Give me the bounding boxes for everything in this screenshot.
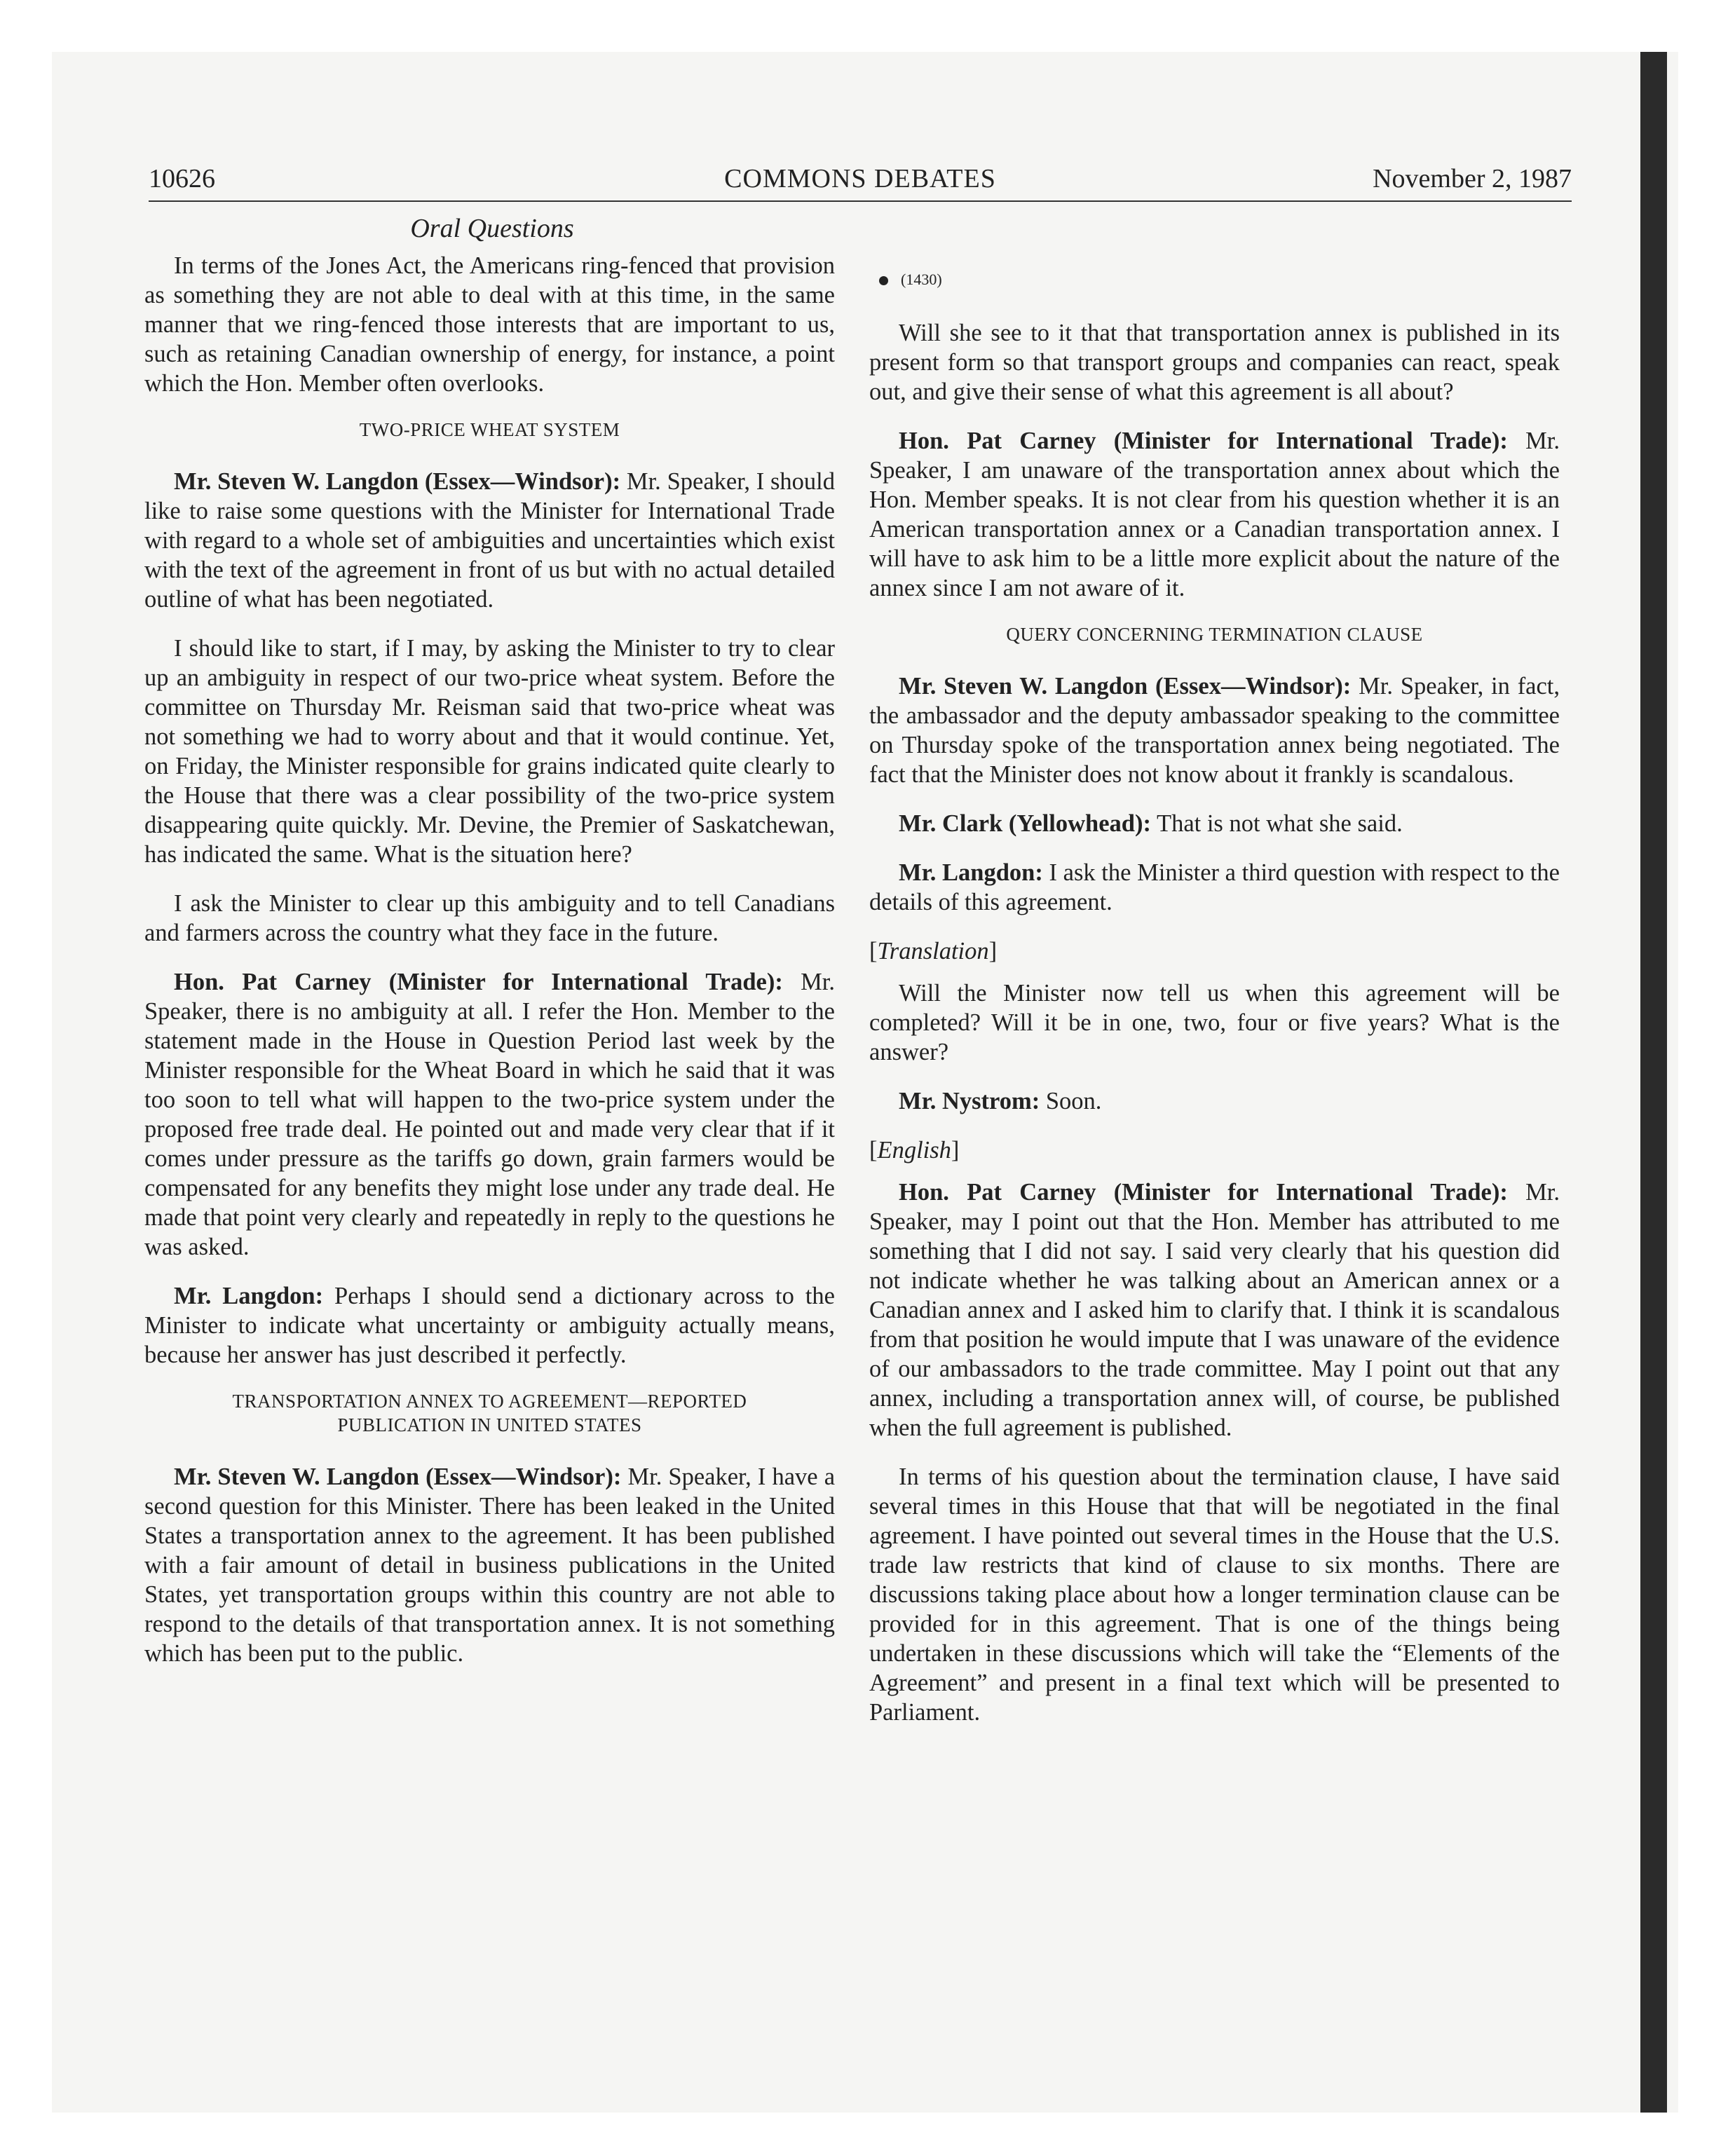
- section-label: Oral Questions: [410, 214, 574, 243]
- speech-text: Soon.: [1045, 1088, 1102, 1114]
- speech-paragraph: [869, 809, 1560, 838]
- speech-paragraph: [869, 1178, 1560, 1442]
- speaker-name: Mr. Nystrom:: [899, 1088, 1040, 1114]
- speech-text: Mr. Speaker, may I point out that the Hon. Member has attributed to me something that I did not say. I said very clearly that his question did not indicate whether he was talking about an American annex or a Canadian annex and I asked him to clarify that. I think it is scandalous from that position he would impute that I was unaware of the evidence of our ambassadors to the trade committee. May I point out that any annex, including a transportation annex will, of course, be published when the full agreement is published.: [869, 1179, 1560, 1441]
- heading-line: TRANSPORTATION ANNEX TO AGREEMENT—REPORTED: [232, 1391, 747, 1412]
- speech-text: Mr. Speaker, there is no ambiguity at all. I refer the Hon. Member to the statement made in the House in Question Period last week by the Minister responsible for the Wheat Board in which he said that it was too soon to tell what will happen to the two-price system under the proposed free trade deal. He pointed out and made very clear that if it comes under pressure as the tariffs go down, grain farmers would be compensated for any benefits they might lose under any trade deal. He made that point very clearly and repeatedly in reply to the questions he was asked.: [144, 969, 835, 1260]
- language-marker: [Translation]: [869, 938, 998, 964]
- speech-paragraph: [869, 1086, 1560, 1116]
- publication-date: November 2, 1987: [1373, 164, 1572, 193]
- section-heading: TWO-PRICE WHEAT SYSTEM: [359, 419, 620, 440]
- speech-text: I ask the Minister a third question with respect to the details of this agreement.: [869, 859, 1560, 915]
- paragraph: In terms of the Jones Act, the Americans ring-fenced that provision as something they are not able to deal with at this time, in the same manner that we ring-fenced those interests that are important to us, such as retaining Canadian ownership of energy, for instance, a point which the Hon. Member often overlooks.: [144, 252, 835, 397]
- paragraph: Will she see to it that that transportation annex is published in its present form so that transport groups and companies can react, speak out, and give their sense of what this agreement is all about?: [869, 320, 1560, 405]
- speech-text: Mr. Speaker, I have a second question for this Minister. There has been leaked in the United States a transportation annex to the agreement. It has been published with a fair amount of detail in business publications in the United States, yet transportation groups within this country are not able to respond to the details of that transportation annex. It is not something which has been put to the public.: [144, 1464, 836, 1667]
- scan-edge-shadow: [1640, 52, 1667, 2113]
- speaker-name: Mr. Steven W. Langdon (Essex—Windsor):: [899, 673, 1352, 700]
- speaker-name: Mr. Langdon:: [899, 859, 1043, 886]
- language-marker: [English]: [869, 1137, 960, 1164]
- page-number: 10626: [149, 164, 215, 193]
- language-label: English: [877, 1137, 951, 1164]
- time-marker: [879, 265, 1560, 294]
- paragraph: I ask the Minister to clear up this ambiguity and to tell Canadians and farmers across the country what they face in the future.: [144, 890, 835, 946]
- speech-text: Mr. Speaker, I am unaware of the transportation annex about which the Hon. Member speaks. It is not clear from his question whether it is an American transportation annex or a Canadian transportation annex. I will have to ask him to be a little more explicit about the nature of the annex since I am not aware of it.: [869, 428, 1560, 601]
- speech-text: Mr. Speaker, I should like to raise some questions with the Minister for International Trade with regard to a whole set of ambiguities and uncertainties which exist with the text of the agreement in front of us but with no actual detailed outline of what has been negotiated.: [144, 468, 836, 613]
- speech-paragraph: [144, 967, 835, 1262]
- speech-text: That is not what she said.: [1157, 810, 1403, 837]
- speaker-name: Hon. Pat Carney (Minister for International Trade):: [899, 1179, 1508, 1206]
- speech-paragraph: [144, 1462, 835, 1668]
- section-heading: QUERY CONCERNING TERMINATION CLAUSE: [1006, 624, 1423, 645]
- running-header: [149, 158, 1572, 202]
- language-label: Translation: [877, 938, 989, 964]
- speech-paragraph: [869, 858, 1560, 917]
- bullet-icon: [879, 276, 888, 285]
- section-heading: [165, 1389, 814, 1437]
- speaker-name: Mr. Steven W. Langdon (Essex—Windsor):: [174, 1464, 622, 1490]
- time-marker-text: (1430): [901, 271, 942, 288]
- speaker-name: Hon. Pat Carney (Minister for International Trade):: [174, 969, 783, 995]
- speech-text: Perhaps I should send a dictionary across to the Minister to indicate what uncertainty or ambiguity actually means, because her answer has just described it perfectly.: [144, 1283, 835, 1368]
- speech-paragraph: [144, 467, 835, 614]
- speaker-name: Mr. Langdon:: [174, 1283, 324, 1309]
- speaker-name: Mr. Steven W. Langdon (Essex—Windsor):: [174, 468, 621, 495]
- right-column: [869, 251, 1560, 1747]
- paragraph: I should like to start, if I may, by asking the Minister to try to clear up an ambiguity in respect of our two-price wheat system. Before the committee on Thursday Mr. Reisman said that two-price wheat was not something we had to worry about and that it would continue. Yet, on Friday, the Minister responsible for grains indicated quite clearly to the House that there was a clear possibility of the two-price system disappearing quite quickly. Mr. Devine, the Premier of Saskatchewan, has indicated the same. What is the situation here?: [144, 635, 835, 868]
- paragraph: Will the Minister now tell us when this agreement will be completed? Will it be in one, two, four or five years? What is the answer?: [869, 980, 1560, 1065]
- speech-paragraph: [144, 1281, 835, 1370]
- speaker-name: Hon. Pat Carney (Minister for International Trade):: [899, 428, 1508, 454]
- heading-line: PUBLICATION IN UNITED STATES: [337, 1414, 642, 1435]
- speaker-name: Mr. Clark (Yellowhead):: [899, 810, 1151, 837]
- speech-paragraph: [869, 671, 1560, 789]
- paragraph: In terms of his question about the termination clause, I have said several times in this House that that will be negotiated in the final agreement. I have pointed out several times in the House that the U.S. trade law restricts that kind of clause to six months. There are discussions taking place about how a longer termination clause can be provided for in this agreement. That is one of the things being undertaken in these discussions which will take the “Elements of the Agreement” and present in a final text which will be presented to Parliament.: [869, 1464, 1560, 1726]
- publication-title: COMMONS DEBATES: [724, 164, 996, 193]
- speech-text: Mr. Speaker, in fact, the ambassador and the deputy ambassador speaking to the committee on Thursday spoke of the transportation annex being negotiated. The fact that the Minister does not know about it frankly is scandalous.: [869, 673, 1560, 788]
- speech-paragraph: [869, 426, 1560, 603]
- left-column: [144, 251, 835, 1688]
